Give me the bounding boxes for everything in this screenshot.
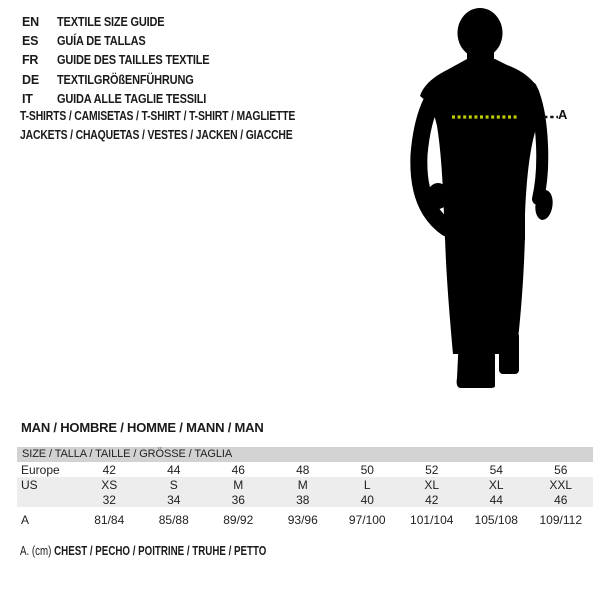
- man-silhouette-figure: [395, 0, 600, 400]
- size-cell: 40: [360, 492, 374, 507]
- size-cell: 46: [554, 492, 568, 507]
- table-row-chest: [17, 507, 593, 528]
- garment-line-jackets: [20, 125, 364, 144]
- size-cell: 89/92: [223, 513, 254, 527]
- garment-categories: [20, 106, 364, 144]
- size-cell: 44: [167, 462, 181, 477]
- language-code: IT: [22, 91, 33, 106]
- language-code: DE: [22, 72, 39, 87]
- size-cell: L: [363, 477, 371, 492]
- language-title: GUÍA DE TALLAS: [57, 33, 146, 48]
- table-row-europe: [17, 462, 593, 477]
- size-cell: XXL: [549, 477, 573, 492]
- size-cell: 101/104: [410, 513, 454, 527]
- size-cell: 109/112: [539, 513, 582, 527]
- size-cell: M: [297, 477, 308, 492]
- garment-line-jackets-text: JACKETS / CHAQUETAS / VESTES / JACKEN / GIACCHE: [20, 127, 293, 142]
- language-title: TEXTILGRÖßENFÜHRUNG: [57, 72, 194, 87]
- size-cell: 97/100: [348, 513, 386, 527]
- size-cell: S: [169, 477, 178, 492]
- footnote-labels: CHEST / PECHO / POITRINE / TRUHE / PETTO: [54, 544, 267, 558]
- size-cell: M: [233, 477, 244, 492]
- size-cell: 48: [296, 462, 310, 477]
- size-cell: 42: [102, 462, 116, 477]
- measure-label-a: A: [558, 107, 568, 122]
- size-cell: 52: [425, 462, 439, 477]
- garment-line-tshirts: [20, 106, 364, 125]
- language-list: [22, 12, 230, 108]
- language-code: FR: [22, 53, 39, 68]
- table-row-us-letters: [17, 477, 593, 492]
- row-label: US: [21, 477, 38, 492]
- language-code: ES: [22, 33, 39, 48]
- size-cell: 44: [489, 492, 503, 507]
- man-silhouette-path: [419, 8, 555, 388]
- size-cell: 56: [554, 462, 568, 477]
- size-cell: 42: [425, 492, 439, 507]
- size-cell: 105/108: [474, 513, 518, 527]
- size-cell: 85/88: [158, 513, 189, 527]
- size-cell: 93/96: [287, 513, 318, 527]
- section-title: MAN / HOMBRE / HOMME / MANN / MAN: [21, 420, 264, 435]
- table-row-us-numbers: [17, 492, 593, 507]
- size-cell: XS: [101, 477, 118, 492]
- language-row: [22, 70, 230, 89]
- size-cell: 38: [296, 492, 310, 507]
- size-cell: 36: [231, 492, 245, 507]
- size-cell: 81/84: [94, 513, 125, 527]
- language-title: GUIDE DES TAILLES TEXTILE: [57, 53, 210, 68]
- language-row: [22, 51, 230, 70]
- footnote: [20, 544, 266, 558]
- size-cell: 50: [360, 462, 374, 477]
- language-title: GUIDA ALLE TAGLIE TESSILI: [57, 91, 207, 106]
- size-table: [17, 447, 593, 528]
- size-cell: XL: [424, 477, 440, 492]
- language-title: TEXTILE SIZE GUIDE: [57, 14, 165, 29]
- size-cell: 54: [489, 462, 503, 477]
- size-cell: 46: [231, 462, 245, 477]
- language-row: [22, 31, 230, 50]
- language-row: [22, 12, 230, 31]
- row-label: Europe: [21, 462, 60, 477]
- size-cell: 32: [102, 492, 116, 507]
- garment-line-tshirts-text: T-SHIRTS / CAMISETAS / T-SHIRT / T-SHIRT / MAGLIETTE: [20, 108, 296, 123]
- size-cell: 34: [167, 492, 181, 507]
- footnote-prefix: A. (cm): [20, 544, 52, 558]
- row-label: A: [21, 513, 30, 527]
- language-code: EN: [22, 14, 39, 29]
- table-header: SIZE / TALLA / TAILLE / GRÖSSE / TAGLIA: [17, 447, 593, 462]
- size-cell: XL: [488, 477, 504, 492]
- us-size-band: [17, 477, 593, 507]
